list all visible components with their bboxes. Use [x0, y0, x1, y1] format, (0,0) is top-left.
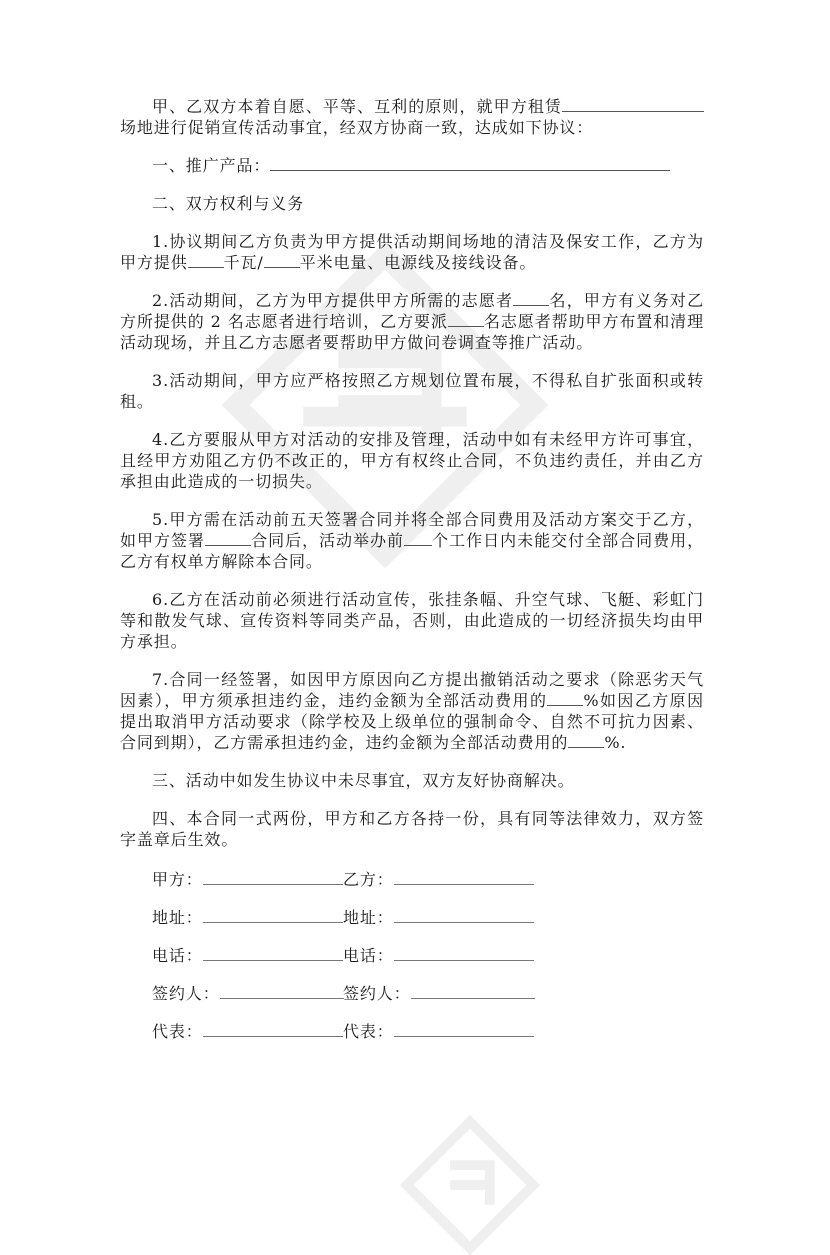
clause-7-text: 7.合同一经签署，如因甲方原因向乙方提出撤销活动之要求（除恶劣天气因素），甲方须承担违约金，违约金额为全部活动费用的: [120, 670, 704, 710]
party-a-label: 甲方：: [152, 870, 203, 889]
square-meter-blank[interactable]: [264, 252, 300, 268]
party-b-penalty-percent-blank[interactable]: [568, 732, 604, 748]
clause-2: [120, 290, 704, 353]
intro-paragraph: [120, 96, 704, 138]
party-a-field[interactable]: [203, 868, 343, 885]
party-b-phone-label: 电话：: [343, 946, 394, 965]
clause-5-text: 5.甲方需在活动前五天签署合同并将全部合同费用及活动方案交于乙方，如甲方签署: [120, 510, 704, 550]
party-a-phone-label: 电话：: [152, 946, 203, 965]
clause-6: 6.乙方在活动前必须进行活动宣传，张挂条幅、升空气球、飞艇、彩虹门等和散发气球、宣传资料等同类产品，否则，由此造成的一切经济损失均由甲方承担。: [120, 590, 704, 651]
party-a-address-label: 地址：: [152, 908, 203, 927]
clause-2-text: 2.活动期间，乙方为甲方提供甲方所需的志愿者: [152, 291, 514, 310]
party-a-signatory-label: 签约人：: [152, 984, 220, 1003]
party-a-penalty-percent-blank[interactable]: [547, 690, 583, 706]
clause-7-text-end: %.: [604, 733, 627, 752]
section-2-heading: 二、双方权利与义务: [152, 194, 305, 213]
volunteers-dispatch-blank[interactable]: [448, 311, 484, 327]
clause-5: [120, 509, 704, 572]
party-b-label: 乙方：: [343, 870, 394, 889]
kilowatt-blank[interactable]: [188, 252, 224, 268]
party-b-field[interactable]: [394, 868, 534, 885]
party-a-representative-field[interactable]: [203, 1020, 343, 1037]
signature-row-party: [152, 868, 394, 906]
signature-row-phone: [152, 944, 394, 982]
section-1-promoted-product: [120, 155, 704, 176]
party-a-address-field[interactable]: [203, 906, 343, 923]
clause-1-kw-label: 千瓦/: [223, 253, 264, 272]
party-b-signatory-field[interactable]: [411, 982, 535, 999]
section-4: 四、本合同一式两份，甲方和乙方各持一份，具有同等法律效力，双方签字盖章后生效。: [120, 809, 704, 849]
signing-blank[interactable]: [205, 530, 251, 546]
clause-2-text-mid: 名，甲方有义务对乙方所提供的 2 名志愿者进行培训，乙方要派: [120, 291, 704, 331]
section-1-label: 一、推广产品：: [152, 156, 271, 175]
intro-text: 甲、乙双方本着自愿、平等、互利的原则，就甲方租赁: [152, 97, 562, 116]
working-days-blank[interactable]: [404, 530, 432, 546]
watermark-logo-icon-bottom: [400, 1115, 540, 1255]
clause-1-text-end: 平米电量、电源线及接线设备。: [299, 253, 537, 272]
party-b-address-label: 地址：: [343, 908, 394, 927]
clause-3: 3.活动期间，甲方应严格按照乙方规划位置布展，不得私自扩张面积或转租。: [120, 371, 704, 411]
clause-7-text-mid: %如因乙方原因提出取消甲方活动要求（除学校及上级单位的强制命令、自然不可抗力因素、合同到期），乙方需承担违约金，违约金额为全部活动费用的: [120, 691, 704, 752]
party-a-signatory-field[interactable]: [220, 982, 344, 999]
volunteers-count-blank[interactable]: [513, 290, 549, 306]
signature-block: [152, 868, 411, 1058]
signature-row-address: [152, 906, 394, 944]
signature-row-representative: [152, 1020, 394, 1058]
clause-1: [120, 231, 704, 273]
party-b-representative-field[interactable]: [394, 1020, 534, 1037]
party-b-address-field[interactable]: [394, 906, 534, 923]
party-a-representative-label: 代表：: [152, 1022, 203, 1041]
clause-1-text: 1.协议期间乙方负责为甲方提供活动期间场地的清洁及保安工作，乙方为甲方提供: [120, 232, 704, 272]
venue-blank[interactable]: [562, 96, 704, 112]
party-b-representative-label: 代表：: [343, 1022, 394, 1041]
section-3: 三、活动中如发生协议中未尽事宜，双方友好协商解决。: [152, 771, 575, 790]
party-a-phone-field[interactable]: [203, 944, 343, 961]
contract-body: [120, 96, 704, 867]
party-b-signatory-label: 签约人：: [343, 984, 411, 1003]
intro-text-continued: 场地进行促销宣传活动事宜，经双方协商一致，达成如下协议：: [120, 118, 594, 137]
clause-4: 4.乙方要服从甲方对活动的安排及管理，活动中如有未经甲方许可事宜，且经甲方劝阻乙方仍不改正的，甲方有权终止合同，不负违约责任，并由乙方承担由此造成的一切损失。: [120, 430, 704, 491]
product-blank[interactable]: [270, 155, 670, 171]
clause-5-text-end: 个工作日内未能交付全部合同费用，乙方有权单方解除本合同。: [120, 531, 704, 571]
signature-row-signatory: [152, 982, 411, 1020]
party-b-phone-field[interactable]: [394, 944, 534, 961]
clause-2-text-end: 名志愿者帮助甲方布置和清理活动现场，并且乙方志愿者要帮助甲方做问卷调查等推广活动。: [120, 312, 704, 352]
clause-5-text-mid: 合同后，活动举办前: [250, 531, 405, 550]
clause-7: [120, 669, 704, 753]
